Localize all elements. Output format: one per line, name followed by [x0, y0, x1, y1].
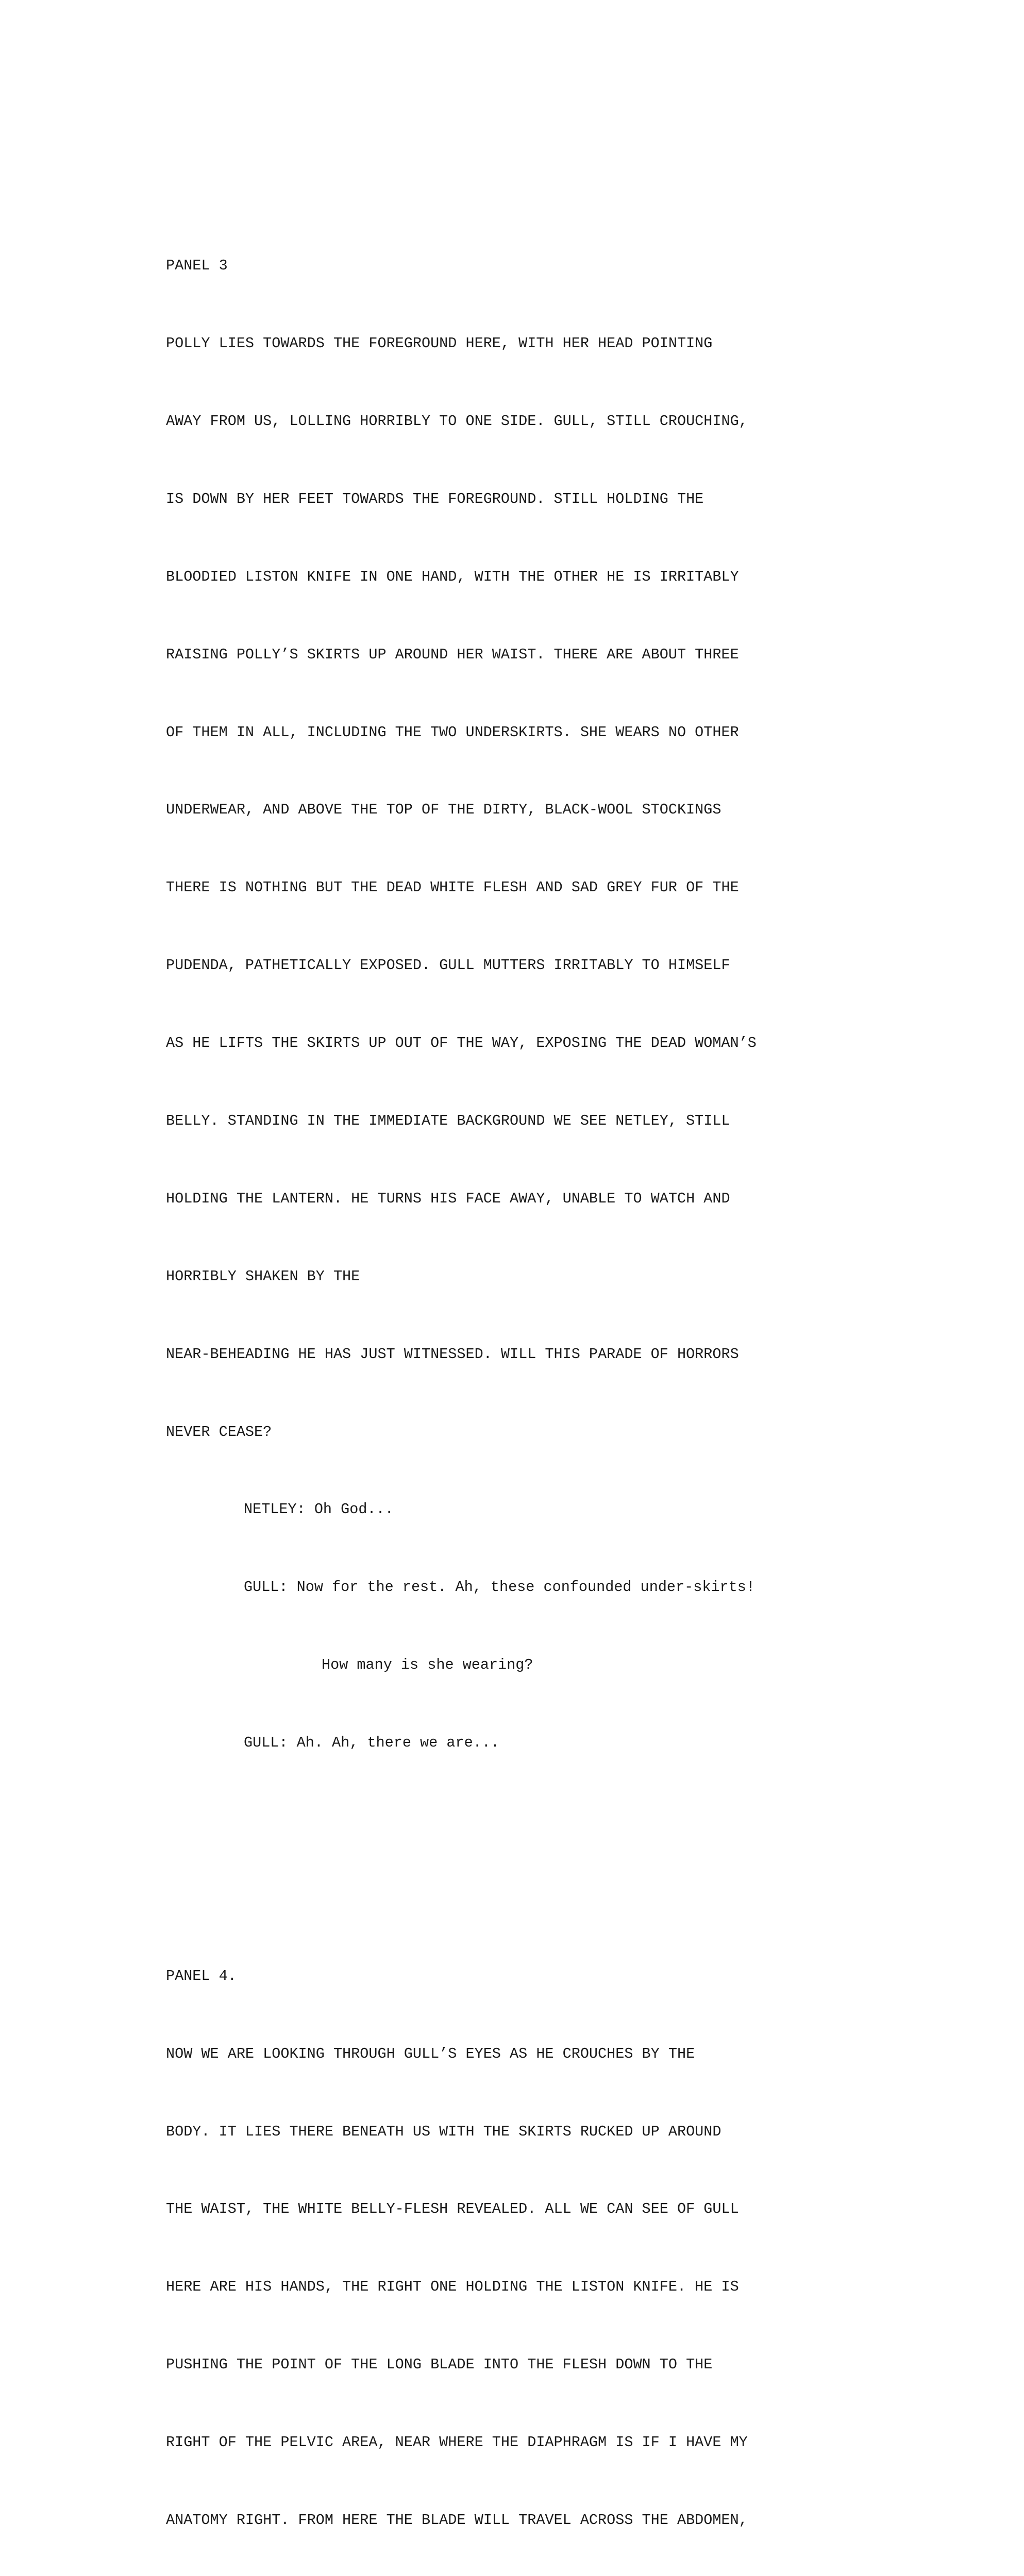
panel-3-description-line: BELLY. STANDING IN THE IMMEDIATE BACKGROUND WE SEE NETLEY, STILL	[166, 1112, 730, 1129]
panel-3-description-line: PUDENDA, PATHETICALLY EXPOSED. GULL MUTTERS IRRITABLY TO HIMSELF	[166, 957, 730, 974]
panel-4-description-line: NOW WE ARE LOOKING THROUGH GULL’S EYES AS HE CROUCHES BY THE	[166, 2045, 695, 2062]
section-spacer	[166, 1834, 939, 1859]
panel-3-description-line: NEAR-BEHEADING HE HAS JUST WITNESSED. WILL THIS PARADE OF HORRORS	[166, 1345, 739, 1363]
panel-3-description-line: HORRIBLY SHAKEN BY THE	[166, 1267, 360, 1285]
panel-4-description-line: RIGHT OF THE PELVIC AREA, NEAR WHERE THE DIAPHRAGM IS IF I HAVE MY	[166, 2434, 748, 2451]
panel-3-description-line: RAISING POLLY’S SKIRTS UP AROUND HER WAIST. THERE ARE ABOUT THREE	[166, 646, 739, 663]
panel-4-description-line: BODY. IT LIES THERE BENEATH US WITH THE SKIRTS RUCKED UP AROUND	[166, 2123, 721, 2140]
panel-3-heading: PANEL 3	[166, 257, 228, 275]
panel-3-description-line: UNDERWEAR, AND ABOVE THE TOP OF THE DIRTY, BLACK-WOOL STOCKINGS	[166, 801, 721, 819]
panel-3-description-line: THERE IS NOTHING BUT THE DEAD WHITE FLESH AND SAD GREY FUR OF THE	[166, 879, 739, 896]
script-page	[166, 149, 939, 2576]
panel-3-description-line: BLOODIED LISTON KNIFE IN ONE HAND, WITH THE OTHER HE IS IRRITABLY	[166, 568, 739, 585]
panel-3-description-line: OF THEM IN ALL, INCLUDING THE TWO UNDERSKIRTS. SHE WEARS NO OTHER	[166, 723, 739, 741]
panel-3-dialogue-line: GULL: Ah. Ah, there we are...	[244, 1734, 499, 1752]
panel-3-description-line: HOLDING THE LANTERN. HE TURNS HIS FACE AWAY, UNABLE TO WATCH AND	[166, 1190, 730, 1207]
panel-4-description-line: HERE ARE HIS HANDS, THE RIGHT ONE HOLDING THE LISTON KNIFE. HE IS	[166, 2278, 739, 2296]
panel-3-description-line: NEVER CEASE?	[166, 1423, 272, 1440]
panel-4-description-line: THE WAIST, THE WHITE BELLY-FLESH REVEALED. ALL WE CAN SEE OF GULL	[166, 2200, 739, 2218]
panel-4-heading: PANEL 4.	[166, 1967, 237, 1985]
panel-4-description-line: PUSHING THE POINT OF THE LONG BLADE INTO THE FLESH DOWN TO THE	[166, 2356, 713, 2374]
panel-3-description-line: POLLY LIES TOWARDS THE FOREGROUND HERE, WITH HER HEAD POINTING	[166, 335, 713, 352]
panel-3-dialogue-continuation: How many is she wearing?	[322, 1656, 533, 1674]
panel-3-dialogue-line: GULL: Now for the rest. Ah, these confounded under-skirts!	[244, 1579, 755, 1596]
panel-4-description-line: ANATOMY RIGHT. FROM HERE THE BLADE WILL TRAVEL ACROSS THE ABDOMEN,	[166, 2512, 748, 2529]
panel-3-dialogue-line: NETLEY: Oh God...	[244, 1501, 394, 1518]
panel-3-description-line: AWAY FROM US, LOLLING HORRIBLY TO ONE SIDE. GULL, STILL CROUCHING,	[166, 412, 748, 430]
panel-3-description-line: AS HE LIFTS THE SKIRTS UP OUT OF THE WAY, EXPOSING THE DEAD WOMAN’S	[166, 1035, 757, 1052]
panel-3-description-line: IS DOWN BY HER FEET TOWARDS THE FOREGROUND. STILL HOLDING THE	[166, 490, 704, 507]
